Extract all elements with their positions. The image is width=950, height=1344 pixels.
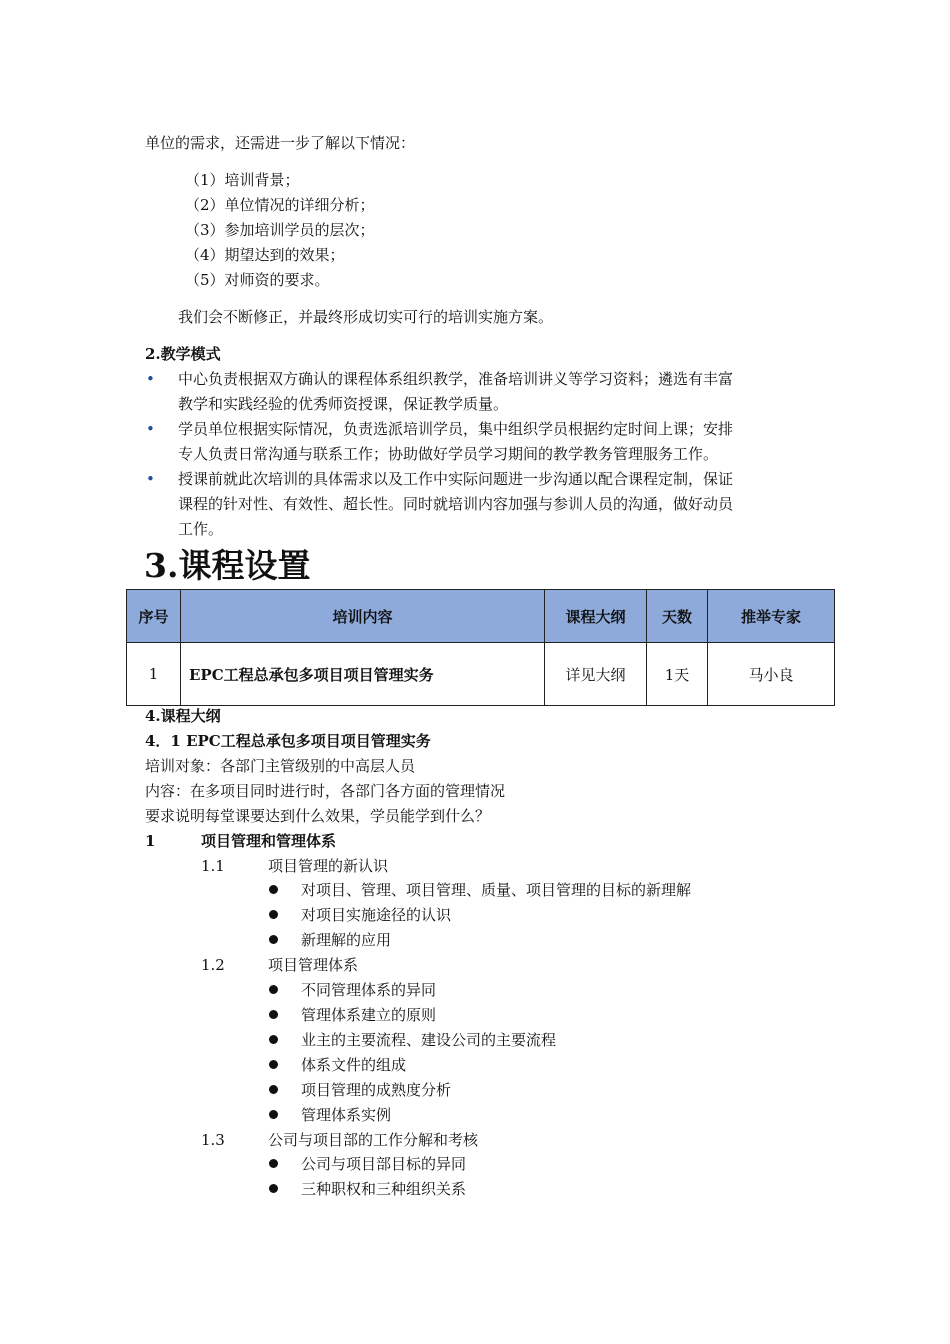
point-text: 公司与项目部目标的异同 — [301, 1155, 467, 1173]
section3-title: 3.课程设置 — [144, 546, 311, 585]
point-text: 对项目、管理、项目管理、质量、项目管理的目标的新理解 — [301, 881, 692, 899]
table-cell: 马小良 — [708, 643, 835, 706]
section4-subtitle: 4．1 EPC工程总承包多项目项目管理实务 — [145, 732, 431, 750]
bullet-text: 工作。 — [178, 520, 224, 538]
header-cell: 课程大纲 — [545, 590, 647, 643]
table-cell: 1 — [127, 643, 181, 706]
list-item: （1）培训背景； — [185, 171, 300, 189]
subsection-number: 1.2 — [201, 956, 225, 974]
table-header-row — [127, 590, 835, 643]
chapter-number: 1 — [145, 832, 156, 850]
list-item: （5）对师资的要求。 — [185, 271, 330, 289]
training-requirement: 要求说明每堂课要达到什么效果，学员能学到什么？ — [145, 807, 491, 825]
header-cell: 天数 — [647, 590, 708, 643]
training-content: 内容：在多项目同时进行时，各部门各方面的管理情况 — [145, 782, 506, 800]
point-text: 对项目实施途径的认识 — [301, 906, 452, 924]
bullet-icon: • — [146, 470, 155, 488]
point-text: 不同管理体系的异同 — [301, 981, 437, 999]
bullet-icon — [269, 1010, 278, 1019]
subsection-title: 项目管理的新认识 — [268, 857, 389, 875]
point-text: 新理解的应用 — [301, 931, 392, 949]
closing-text: 我们会不断修正，并最终形成切实可行的培训实施方案。 — [178, 308, 554, 326]
list-item: （2）单位情况的详细分析； — [185, 196, 375, 214]
training-target: 培训对象：各部门主管级别的中高层人员 — [145, 757, 416, 775]
table-cell: EPC工程总承包多项目项目管理实务 — [181, 643, 545, 706]
subsection-number: 1.3 — [201, 1131, 225, 1149]
list-item: （3）参加培训学员的层次； — [185, 221, 375, 239]
subsection-title: 公司与项目部的工作分解和考核 — [268, 1131, 479, 1149]
bullet-icon: • — [146, 420, 155, 438]
subsection-number: 1.1 — [201, 857, 225, 875]
point-text: 业主的主要流程、建设公司的主要流程 — [301, 1031, 557, 1049]
point-text: 项目管理的成熟度分析 — [301, 1081, 452, 1099]
bullet-text: 中心负责根据双方确认的课程体系组织教学，准备培训讲义等学习资料；遴选有丰富 — [178, 370, 734, 388]
bullet-icon — [269, 985, 278, 994]
point-text: 管理体系实例 — [301, 1106, 392, 1124]
bullet-icon — [269, 935, 278, 944]
header-cell: 培训内容 — [181, 590, 545, 643]
bullet-icon — [269, 1184, 278, 1193]
list-item: （4）期望达到的效果； — [185, 246, 345, 264]
bullet-text: 授课前就此次培训的具体需求以及工作中实际问题进一步沟通以配合课程定制，保证 — [178, 470, 734, 488]
intro-line: 单位的需求，还需进一步了解以下情况： — [145, 134, 416, 152]
bullet-icon — [269, 885, 278, 894]
table-cell: 1天 — [647, 643, 708, 706]
bullet-text: 学员单位根据实际情况，负责选派培训学员，集中组织学员根据约定时间上课；安排 — [178, 420, 734, 438]
point-text: 三种职权和三种组织关系 — [301, 1180, 467, 1198]
bullet-icon — [269, 1085, 278, 1094]
header-cell: 序号 — [127, 590, 181, 643]
course-table — [126, 589, 835, 706]
bullet-icon — [269, 1035, 278, 1044]
table-cell: 详见大纲 — [545, 643, 647, 706]
section4-title: 4.课程大纲 — [145, 707, 221, 725]
bullet-text: 教学和实践经验的优秀师资授课，保证教学质量。 — [178, 395, 509, 413]
chapter-title: 项目管理和管理体系 — [201, 832, 337, 850]
header-cell: 推举专家 — [708, 590, 835, 643]
bullet-icon — [269, 910, 278, 919]
bullet-text: 专人负责日常沟通与联系工作；协助做好学员学习期间的教学教务管理服务工作。 — [178, 445, 719, 463]
bullet-icon — [269, 1110, 278, 1119]
bullet-icon — [269, 1159, 278, 1168]
bullet-icon — [269, 1060, 278, 1069]
point-text: 管理体系建立的原则 — [301, 1006, 437, 1024]
bullet-text: 课程的针对性、有效性、超长性。同时就培训内容加强与参训人员的沟通，做好动员 — [178, 495, 734, 513]
point-text: 体系文件的组成 — [301, 1056, 407, 1074]
subsection-title: 项目管理体系 — [268, 956, 359, 974]
section2-title: 2.教学模式 — [145, 345, 221, 363]
bullet-icon: • — [146, 370, 155, 388]
table-row — [127, 643, 835, 706]
